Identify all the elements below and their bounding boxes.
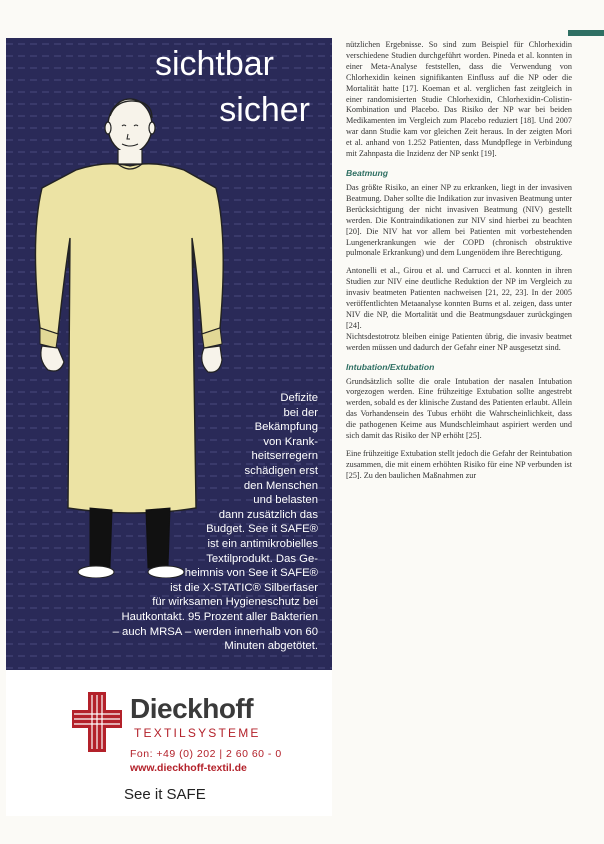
advertisement: [6, 38, 332, 816]
phone-number: Fon: +49 (0) 202 | 2 60 60 - 0: [130, 748, 282, 760]
ad-text-line: Hautkontakt. 95 Prozent aller Bakterien: [121, 610, 318, 623]
see-it-safe-logo: See it SAFE: [124, 786, 206, 803]
ad-logo-area: [6, 670, 332, 816]
ad-text-line: dann zusätzlich das: [218, 508, 318, 521]
article-paragraph: Das größte Risiko, an einer NP zu erkranken, liegt in der invasiven Beatmung. Daher sollte die Indikation zur invasiven Beatmung unter Berücksichtigung der nicht invasiven Beatmung (NIV) gestellt werden. Die Kontraindikationen zur NIV sind hierbei zu beachten [20]. Die NIV hat vor allem bei Patienten mit vorbestehenden Lungenerkrankungen wie der COPD (chronisch obstruktive pulmonale Erkrankung) und dem Lungenödem ihre Berechtigung.: [346, 182, 572, 258]
section-heading: Intubation/Extubation: [346, 361, 435, 372]
brand-name: Dieckhoff: [130, 693, 254, 724]
ad-text-line: – auch MRSA – werden innerhalb von 60: [112, 625, 318, 638]
headline-line-1: sichtbar: [154, 45, 274, 83]
ad-text-line: heimnis von See it SAFE®: [184, 567, 318, 580]
ad-text-line: schädigen erst: [244, 464, 318, 477]
section-heading: Beatmung: [346, 167, 389, 178]
dieckhoff-cross-logo-icon: [72, 692, 122, 752]
ad-text-line: bei der: [283, 406, 318, 419]
ad-text-line: für wirksamen Hygieneschutz bei: [152, 596, 318, 609]
ad-text-line: Defizite: [280, 392, 318, 404]
article-column: [346, 40, 572, 482]
article-paragraph: Grundsätzlich sollte die orale Intubation der nasalen Intubation vorgezogen werden. Eine frühzeitige Extubation sollte angestrebt werden, sobald es der klinische Zustand des Patienten erlaubt. Allein das Vorhandensein des Tubus erhöht die Wahrscheinlichkeit, dass die pathogenen Keime aus Mundschleimhaut aspiriert werden und sich damit das Risiko der NP erhöht [25].: [346, 376, 572, 441]
ad-text-line: heitserregern: [251, 450, 318, 463]
article-paragraph: nützlichen Ergebnisse. So sind zum Beispiel für Chlorhexidin verschiedene Studien durchgeführt worden. Pineda et al. konnten in einer Meta-Analyse feststellen, dass die Verwendung von Chlorhexidin keinen signifikanten Einfluss auf die NP oder die Mortalität hatte [17]. Koeman et al. verglichen fast zeitgleich in einer randomisierten Studie Chlorhexidin, Chlorhexidin-Colistin-Kombination und Placebo. Das Risiko der NP war bei beiden Medikamenten im Vergleich zum Placebo reduziert [18]. Und 2007 war dann Studie kam vor gleichen Zeit heraus. In der zeigten Mori et al. anhand von 1.252 Patienten, dass Mundpflege in Verbindung mit Zahnpasta die Inzidenz der NP senkt [19].: [346, 40, 572, 159]
ad-text-line: Minuten abgetötet.: [224, 640, 318, 653]
website-link[interactable]: www.dieckhoff-textil.de: [130, 762, 247, 774]
ad-body-text: [18, 391, 318, 654]
ad-text-line: ist die X-STATIC® Silberfaser: [170, 581, 318, 594]
ad-text-line: den Menschen: [243, 479, 318, 492]
ad-text-line: von Krank-: [263, 435, 318, 448]
ad-text-line: Bekämpfung: [254, 421, 318, 434]
ad-text-line: und belasten: [253, 494, 318, 507]
ad-text-line: ist ein antimikrobielles: [207, 537, 318, 550]
ad-dark-panel: [6, 38, 332, 670]
section-marker: [568, 30, 604, 36]
article-paragraph: Antonelli et al., Girou et al. und Carrucci et al. konnten in ihren Studien zur NIV eine deutliche Reduktion der NP im Vergleich zu invasiv beatmeten Patienten nachweisen [21, 22, 23]. In der 2005 veröffentlichten Metaanalyse konnten Burns et al. zeigen, dass unter NIV die NP, die Mortalität und die Beatmungsdauer zurückgingen [24].: [346, 266, 572, 330]
article-paragraph: Nichtsdestotrotz bleiben einige Patienten übrig, die invasiv beatmet werden müssen und dadurch der Gefahr einer NP ausgesetzt sind.: [346, 331, 572, 352]
headline-line-2: sicher: [219, 91, 310, 129]
article-paragraph: Eine frühzeitige Extubation stellt jedoch die Gefahr der Reintubation zusammen, die mit einem erhöhten Risiko für eine NP verbunden ist [25]. Zu den baulichen Maßnahmen zur: [346, 449, 572, 480]
brand-subtitle: TEXTILSYSTEME: [134, 726, 261, 740]
ad-text-line: Textilprodukt. Das Ge-: [206, 552, 318, 565]
ad-text-line: Budget. See it SAFE®: [206, 523, 318, 536]
